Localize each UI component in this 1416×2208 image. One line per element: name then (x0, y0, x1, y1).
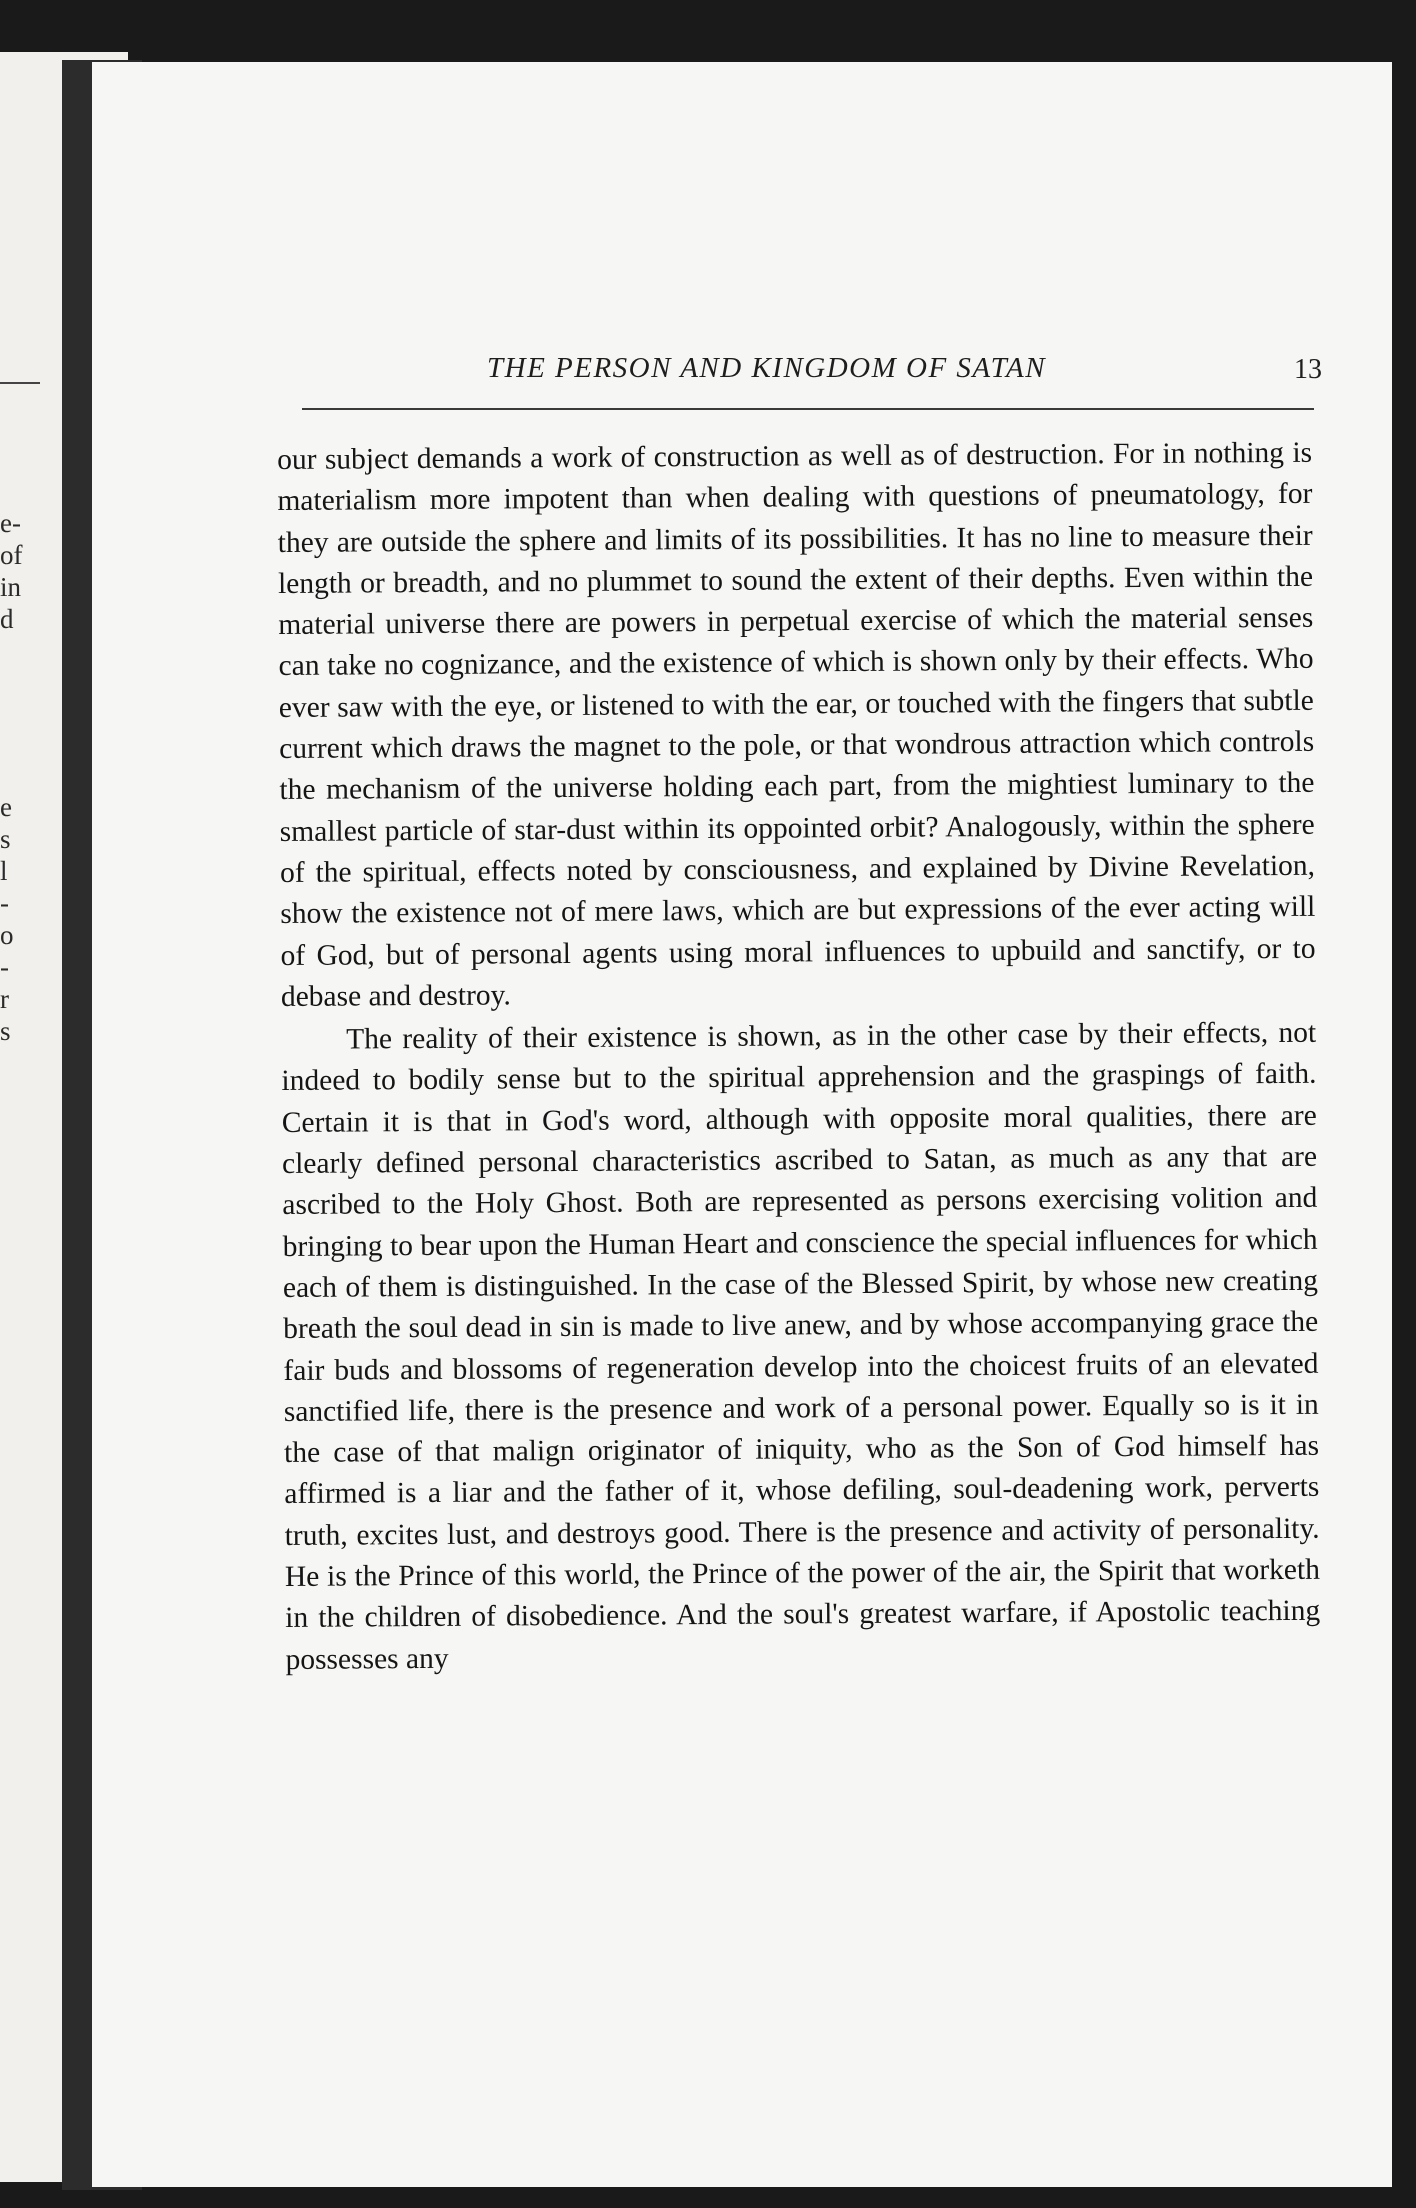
paragraph: our subject demands a work of construction as well as of destruction. For in nothing is materialism more impotent than when dealing with questions of pneumatology, for they are outside the sphere and limits of its possibilities. It has no line to measure their length or breadth, and no plummet to sound the extent of their depths. Even within the material universe there are powers in perpetual exercise of which the material senses can take no cognizance, and the existence of which is shown only by their effects. Who ever saw with the eye, or listened to with the ear, or touched with the fingers that subtle current which draws the magnet to the pole, or that wondrous attraction which controls the mechanism of the universe holding each part, from the mightiest luminary to the smallest particle of star-dust within its oppointed orbit? Analogously, within the sphere of the spiritual, effects noted by consciousness, and explained by Divine Revelation, show the existence not of mere laws, which are but expressions of the ever acting will of God, but of personal agents using moral influences to upbuild and sanctify, or to debase and destroy. (277, 436, 1316, 1013)
facing-page-fragment: in (0, 572, 22, 602)
facing-page-fragment: r (0, 984, 9, 1014)
book-page (92, 62, 1392, 2187)
facing-page-fragment: d (0, 604, 14, 634)
facing-page-fragment: of (0, 540, 23, 570)
facing-page-fragment: e (0, 792, 12, 822)
facing-page-fragment: o (0, 920, 14, 950)
facing-page-fragment: - (0, 952, 9, 982)
paragraph: The reality of their existence is shown, as in the other case by their effects, not indeed to bodily sense but to the spiritual apprehension and the graspings of faith. Certain it is that in God's word, although with opposite moral qualities, there are clearly defined personal characteristics ascribed to Satan, as much as any that are ascribed to the Holy Ghost. Both are represented as persons exercising volition and bringing to bear upon the Human Heart and conscience the special influences for which each of them is distinguished. In the case of the Blessed Spirit, by whose new creating breath the soul dead in sin is made to live anew, and by whose accompanying grace the fair buds and blossoms of regeneration develop into the choicest fruits of an elevated sanctified life, there is the presence and work of a personal power. Equally so is it in the case of that malign originator of iniquity, who as the Son of God himself has affirmed is a liar and the father of it, whose defiling, soul-deadening work, perverts truth, excites lust, and destroys good. There is the presence and activity of personality. He is the Prince of this world, the Prince of the power of the air, the Spirit that worketh in the children of disobedience. And the soul's greatest warfare, if Apostolic teaching possesses any (281, 1016, 1321, 1676)
facing-page-fragment: - (0, 888, 9, 918)
page-number: 13 (1294, 354, 1322, 385)
facing-page-fragment: e- (0, 508, 21, 538)
facing-page-fragment: s (0, 824, 11, 854)
running-title: THE PERSON AND KINGDOM OF SATAN (487, 352, 1047, 384)
facing-page-rule (0, 382, 40, 384)
header-rule (302, 408, 1314, 410)
facing-page-fragment: l (0, 856, 8, 886)
body-text (277, 433, 1321, 1681)
facing-page-fragment: s (0, 1016, 11, 1046)
page-header (302, 352, 1322, 392)
